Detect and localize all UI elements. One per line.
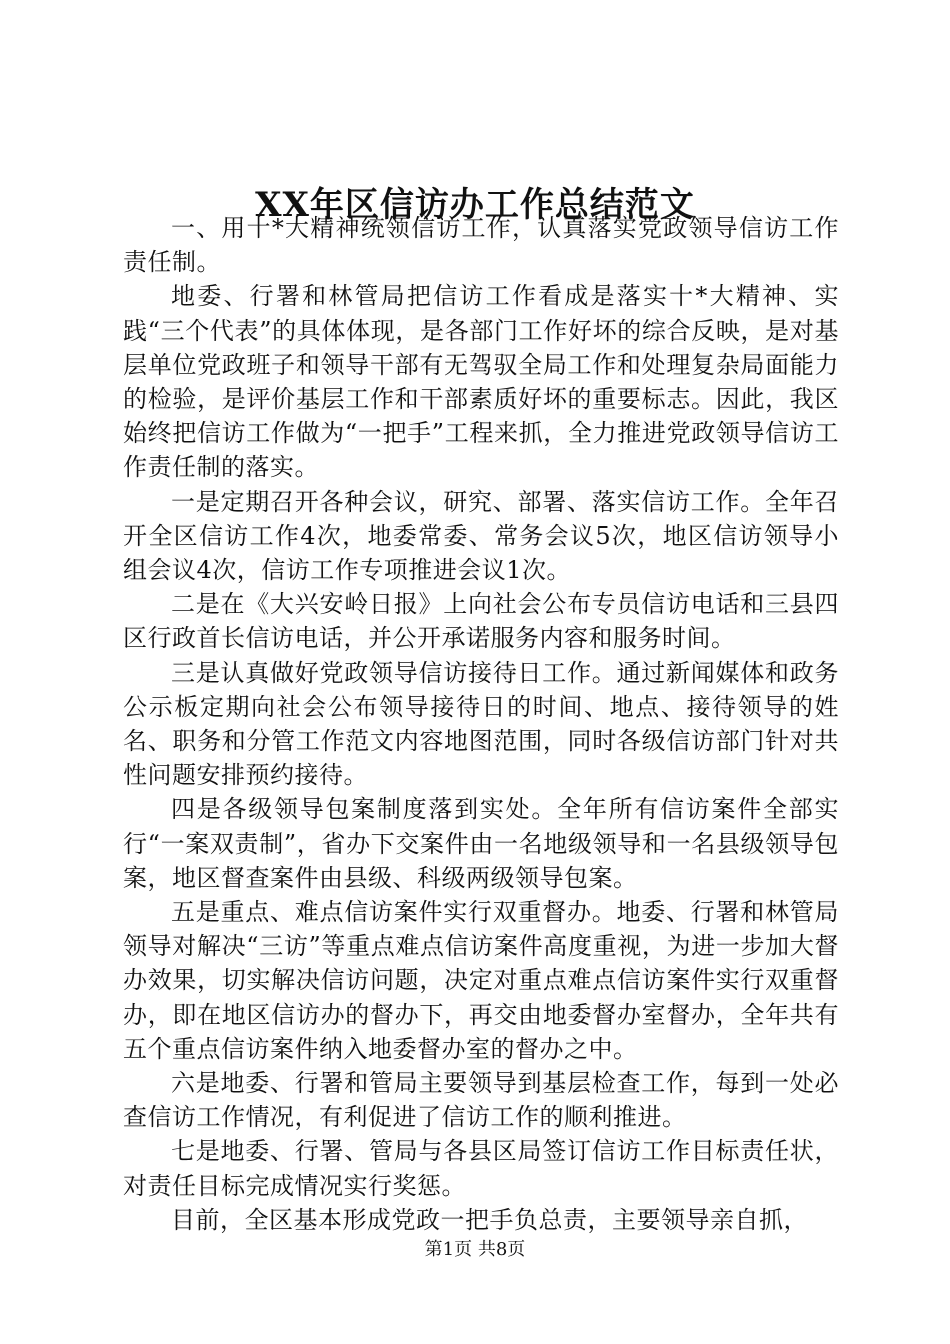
paragraph-3: 一是定期召开各种会议，研究、部署、落实信访工作。全年召开全区信访工作4次，地委常委、常务会议5次，地区信访领导小组会议4次，信访工作专项推进会议1次。 — [123, 487, 839, 585]
document-title: XX年区信访办工作总结范文 — [255, 185, 695, 225]
paragraph-10: 目前，全区基本形成党政一把手负总责，主要领导亲自抓， — [171, 1205, 808, 1234]
paragraph-9: 七是地委、行署、管局与各县区局签订信访工作目标责任状，对责任目标完成情况实行奖惩。 — [123, 1137, 839, 1200]
paragraph-6: 四是各级领导包案制度落到实处。全年所有信访案件全部实行“一案双责制”，省办下交案件由一名地级领导和一名县级领导包案，地区督查案件由县级、科级两级领导包案。 — [123, 795, 839, 892]
page-indicator: 第1页 共8页 — [424, 1239, 526, 1260]
paragraph-4: 二是在《大兴安岭日报》上向社会公布专员信访电话和三县四区行政首长信访电话，并公开承诺服务内容和服务时间。 — [123, 590, 839, 653]
paragraph-8: 六是地委、行署和管局主要领导到基层检查工作，每到一处必查信访工作情况，有利促进了信访工作的顺利推进。 — [123, 1069, 839, 1132]
page-footer — [0, 1238, 950, 1262]
paragraph-5: 三是认真做好党政领导信访接待日工作。通过新闻媒体和政务公示板定期向社会公布领导接待日的时间、地点、接待领导的姓名、职务和分管工作范文内容地图范围，同时各级信访部门针对共性问题安排预约接待。 — [123, 658, 839, 790]
paragraph-2: 地委、行署和林管局把信访工作看成是落实十*大精神、实践“三个代表”的具体体现，是各部门工作好坏的综合反映，是对基层单位党政班子和领导干部有无驾驭全局工作和处理复杂局面能力的检验，是评价基层工作和干部素质好坏的重要标志。因此，我区始终把信访工作做为“一把手”工程来抓，全力推进党政领导信访工作责任制的落实。 — [123, 282, 839, 482]
paragraph-1: 一、用十*大精神统领信访工作，认真落实党政领导信访工作责任制。 — [123, 214, 839, 277]
paragraph-7: 五是重点、难点信访案件实行双重督办。地委、行署和林管局领导对解决“三访”等重点难点信访案件高度重视，为进一步加大督办效果，切实解决信访问题，决定对重点难点信访案件实行双重督办，即在地区信访办的督办下，再交由地委督办室督办，全年共有五个重点信访案件纳入地委督办室的督办之中。 — [123, 898, 839, 1063]
document-body — [123, 211, 839, 1237]
